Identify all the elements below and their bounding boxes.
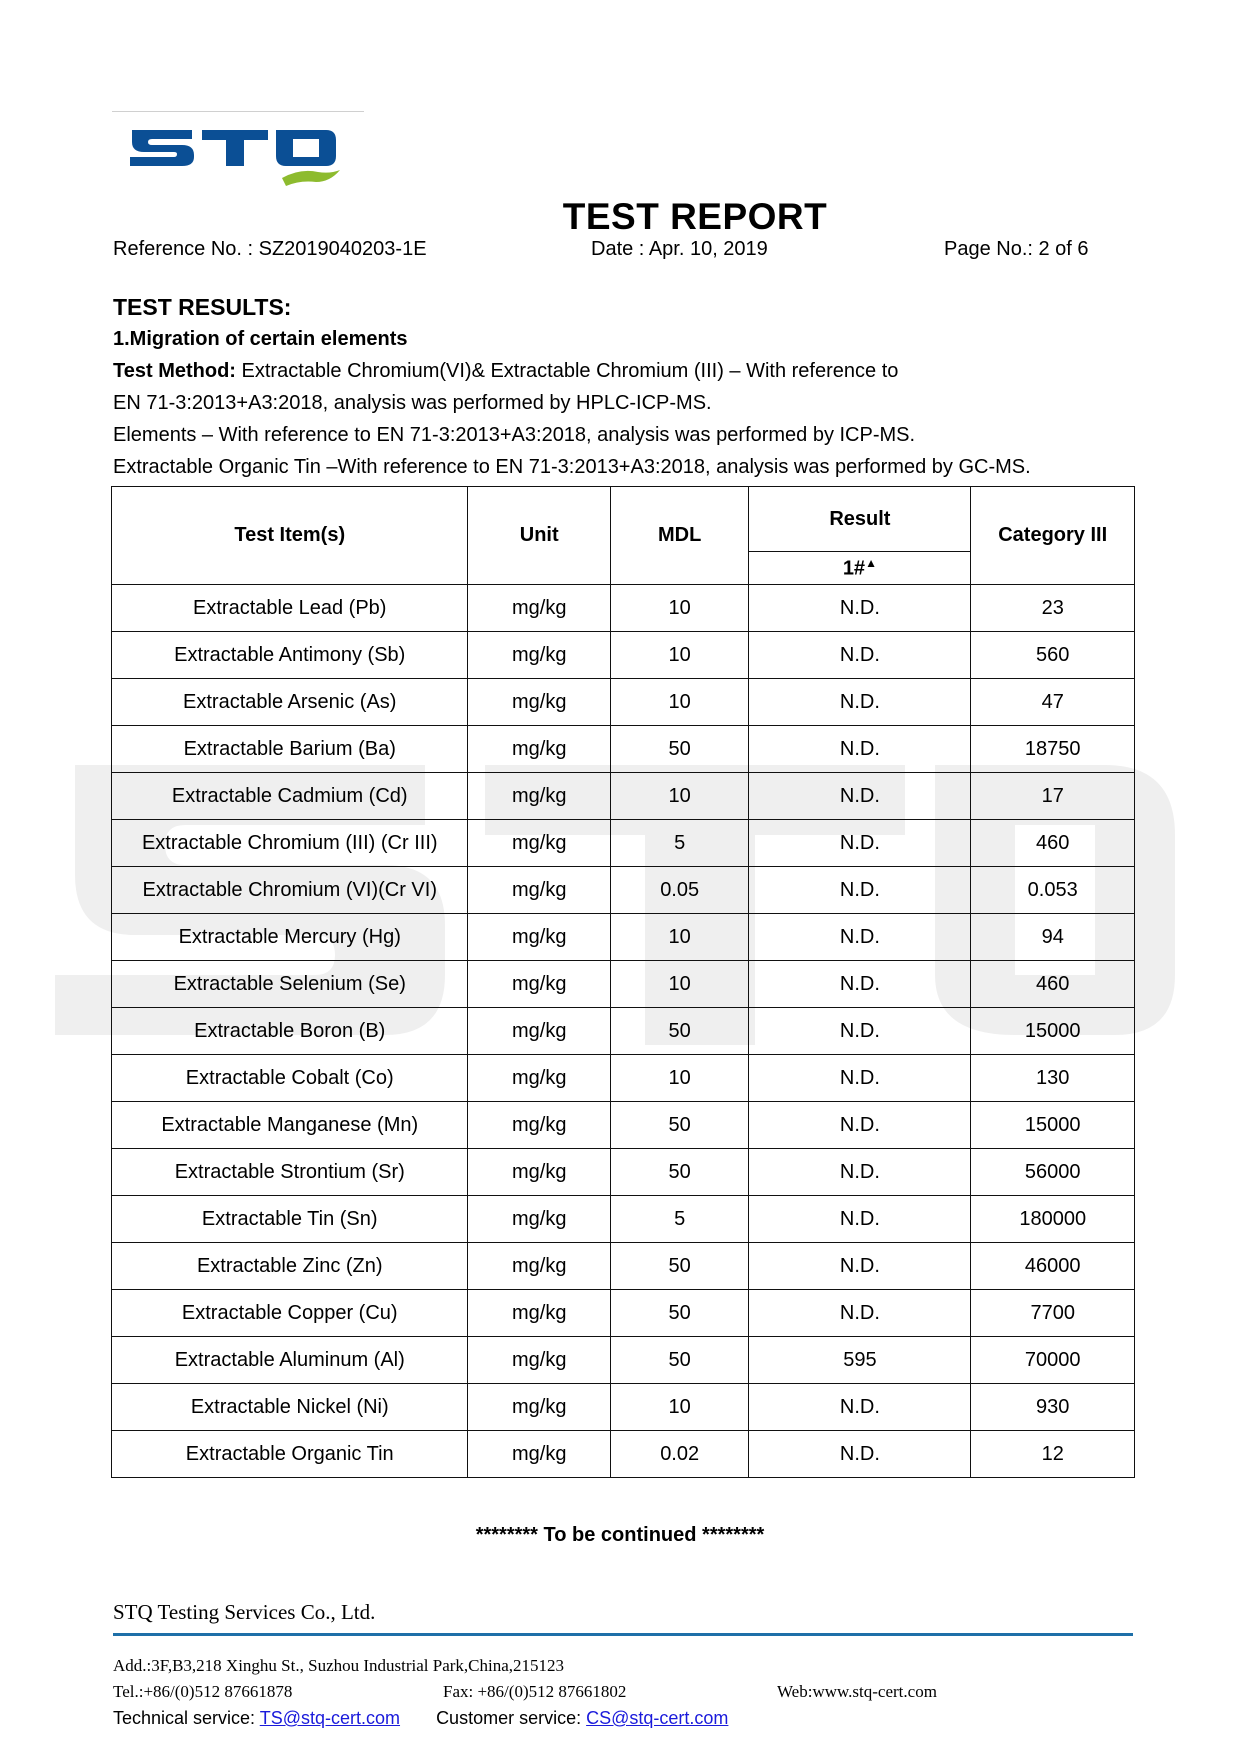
- test-method-line-4: Extractable Organic Tin –With reference to EN 71-3:2013+A3:2018, analysis was performed by GC-MS.: [113, 456, 1031, 478]
- result-cell: N.D.: [749, 1243, 971, 1290]
- unit-cell: mg/kg: [468, 679, 610, 726]
- result-cell: N.D.: [749, 1431, 971, 1478]
- triangle-mark-icon: ▲: [865, 555, 877, 570]
- mdl-cell: 50: [610, 1337, 748, 1384]
- report-title: TEST REPORT: [562, 196, 828, 237]
- header-unit: Unit: [468, 487, 610, 585]
- unit-cell: mg/kg: [468, 632, 610, 679]
- mdl-cell: 50: [610, 1243, 748, 1290]
- telephone: Tel.:+86/(0)512 87661878: [113, 1682, 293, 1701]
- table-row: [112, 1008, 1135, 1055]
- result-cell: N.D.: [749, 726, 971, 773]
- test-item-cell: Extractable Copper (Cu): [112, 1290, 468, 1337]
- mdl-cell: 10: [610, 773, 748, 820]
- mdl-cell: 10: [610, 632, 748, 679]
- result-cell: N.D.: [749, 1008, 971, 1055]
- mdl-cell: 10: [610, 679, 748, 726]
- category-limit-cell: 17: [971, 773, 1135, 820]
- result-cell: N.D.: [749, 961, 971, 1008]
- test-item-cell: Extractable Chromium (III) (Cr III): [112, 820, 468, 867]
- test-item-cell: Extractable Nickel (Ni): [112, 1384, 468, 1431]
- table-row: [112, 726, 1135, 773]
- mdl-cell: 50: [610, 1149, 748, 1196]
- category-limit-cell: 70000: [971, 1337, 1135, 1384]
- test-method-line-1: [113, 360, 898, 383]
- table-row: [112, 820, 1135, 867]
- customer-service-email-link[interactable]: CS@stq-cert.com: [586, 1708, 729, 1728]
- category-limit-cell: 23: [971, 585, 1135, 632]
- table-row: [112, 1243, 1135, 1290]
- test-method-line-2: EN 71-3:2013+A3:2018, analysis was performed by HPLC-ICP-MS.: [113, 392, 712, 414]
- unit-cell: mg/kg: [468, 820, 610, 867]
- test-method-line-3: Elements – With reference to EN 71-3:2013+A3:2018, analysis was performed by ICP-MS.: [113, 424, 916, 446]
- table-row: [112, 679, 1135, 726]
- test-item-cell: Extractable Antimony (Sb): [112, 632, 468, 679]
- mdl-cell: 50: [610, 726, 748, 773]
- table-row: [112, 914, 1135, 961]
- unit-cell: mg/kg: [468, 1102, 610, 1149]
- category-limit-cell: 930: [971, 1384, 1135, 1431]
- mdl-cell: 50: [610, 1102, 748, 1149]
- unit-cell: mg/kg: [468, 1384, 610, 1431]
- result-cell: N.D.: [749, 1102, 971, 1149]
- category-limit-cell: 47: [971, 679, 1135, 726]
- category-limit-cell: 15000: [971, 1008, 1135, 1055]
- unit-cell: mg/kg: [468, 726, 610, 773]
- unit-cell: mg/kg: [468, 773, 610, 820]
- mdl-cell: 0.02: [610, 1431, 748, 1478]
- mdl-cell: 10: [610, 961, 748, 1008]
- test-item-cell: Extractable Manganese (Mn): [112, 1102, 468, 1149]
- unit-cell: mg/kg: [468, 1008, 610, 1055]
- result-cell: N.D.: [749, 1055, 971, 1102]
- result-cell: N.D.: [749, 679, 971, 726]
- unit-cell: mg/kg: [468, 961, 610, 1008]
- table-row: [112, 1196, 1135, 1243]
- table-row: [112, 1337, 1135, 1384]
- category-limit-cell: 0.053: [971, 867, 1135, 914]
- test-item-cell: Extractable Boron (B): [112, 1008, 468, 1055]
- category-limit-cell: 180000: [971, 1196, 1135, 1243]
- unit-cell: mg/kg: [468, 1243, 610, 1290]
- customer-service-label: Customer service:: [436, 1708, 587, 1728]
- mdl-cell: 10: [610, 1055, 748, 1102]
- report-date: Date : Apr. 10, 2019: [591, 238, 768, 260]
- results-table: [111, 486, 1135, 1478]
- result-cell: N.D.: [749, 632, 971, 679]
- test-item-cell: Extractable Cobalt (Co): [112, 1055, 468, 1102]
- result-cell: N.D.: [749, 1149, 971, 1196]
- unit-cell: mg/kg: [468, 914, 610, 961]
- category-limit-cell: 15000: [971, 1102, 1135, 1149]
- section-subheading: 1.Migration of certain elements: [113, 328, 408, 350]
- mdl-cell: 50: [610, 1290, 748, 1337]
- category-limit-cell: 560: [971, 632, 1135, 679]
- unit-cell: mg/kg: [468, 585, 610, 632]
- test-item-cell: Extractable Organic Tin: [112, 1431, 468, 1478]
- test-item-cell: Extractable Selenium (Se): [112, 961, 468, 1008]
- header-category: Category III: [971, 487, 1135, 585]
- result-cell: N.D.: [749, 1384, 971, 1431]
- table-row: [112, 1384, 1135, 1431]
- technical-service-email-link[interactable]: TS@stq-cert.com: [259, 1708, 401, 1728]
- technical-service-label: Technical service:: [113, 1708, 260, 1728]
- unit-cell: mg/kg: [468, 1431, 610, 1478]
- table-header-row: [112, 487, 1135, 552]
- category-limit-cell: 460: [971, 961, 1135, 1008]
- address: Add.:3F,B3,218 Xinghu St., Suzhou Industrial Park,China,215123: [113, 1656, 565, 1675]
- category-limit-cell: 46000: [971, 1243, 1135, 1290]
- table-row: [112, 867, 1135, 914]
- mdl-cell: 10: [610, 585, 748, 632]
- service-contacts: [113, 1708, 728, 1729]
- test-item-cell: Extractable Zinc (Zn): [112, 1243, 468, 1290]
- result-cell: 595: [749, 1337, 971, 1384]
- category-limit-cell: 12: [971, 1431, 1135, 1478]
- result-cell: N.D.: [749, 773, 971, 820]
- table-row: [112, 585, 1135, 632]
- unit-cell: mg/kg: [468, 1290, 610, 1337]
- logo-divider: [112, 111, 364, 112]
- category-limit-cell: 56000: [971, 1149, 1135, 1196]
- section-heading: TEST RESULTS:: [113, 294, 292, 320]
- table-row: [112, 632, 1135, 679]
- page-number: Page No.: 2 of 6: [944, 238, 1089, 260]
- test-item-cell: Extractable Mercury (Hg): [112, 914, 468, 961]
- table-row: [112, 1431, 1135, 1478]
- mdl-cell: 10: [610, 914, 748, 961]
- test-item-cell: Extractable Tin (Sn): [112, 1196, 468, 1243]
- unit-cell: mg/kg: [468, 1055, 610, 1102]
- fax: Fax: +86/(0)512 87661802: [443, 1682, 627, 1701]
- test-method-label: Test Method:: [113, 360, 236, 382]
- table-row: [112, 1102, 1135, 1149]
- category-limit-cell: 7700: [971, 1290, 1135, 1337]
- test-item-cell: Extractable Strontium (Sr): [112, 1149, 468, 1196]
- result-cell: N.D.: [749, 867, 971, 914]
- category-limit-cell: 18750: [971, 726, 1135, 773]
- test-item-cell: Extractable Barium (Ba): [112, 726, 468, 773]
- table-row: [112, 1055, 1135, 1102]
- mdl-cell: 50: [610, 1008, 748, 1055]
- header-test-item: Test Item(s): [112, 487, 468, 585]
- result-cell: N.D.: [749, 585, 971, 632]
- table-row: [112, 1290, 1135, 1337]
- mdl-cell: 10: [610, 1384, 748, 1431]
- category-limit-cell: 460: [971, 820, 1135, 867]
- test-item-cell: Extractable Cadmium (Cd): [112, 773, 468, 820]
- result-cell: N.D.: [749, 914, 971, 961]
- test-item-cell: Extractable Arsenic (As): [112, 679, 468, 726]
- header-sample: [749, 552, 971, 585]
- footer-divider: [113, 1633, 1133, 1636]
- result-cell: N.D.: [749, 1290, 971, 1337]
- unit-cell: mg/kg: [468, 1196, 610, 1243]
- header-mdl: MDL: [610, 487, 748, 585]
- unit-cell: mg/kg: [468, 1337, 610, 1384]
- test-item-cell: Extractable Aluminum (Al): [112, 1337, 468, 1384]
- stq-logo: [130, 126, 340, 188]
- category-limit-cell: 130: [971, 1055, 1135, 1102]
- website: Web:www.stq-cert.com: [777, 1682, 937, 1701]
- mdl-cell: 0.05: [610, 867, 748, 914]
- table-row: [112, 1149, 1135, 1196]
- test-item-cell: Extractable Chromium (VI)(Cr VI): [112, 867, 468, 914]
- result-cell: N.D.: [749, 820, 971, 867]
- unit-cell: mg/kg: [468, 1149, 610, 1196]
- test-item-cell: Extractable Lead (Pb): [112, 585, 468, 632]
- reference-number: Reference No. : SZ2019040203-1E: [113, 238, 427, 260]
- header-result: Result: [749, 487, 971, 552]
- category-limit-cell: 94: [971, 914, 1135, 961]
- company-name: STQ Testing Services Co., Ltd.: [113, 1600, 376, 1624]
- unit-cell: mg/kg: [468, 867, 610, 914]
- result-cell: N.D.: [749, 1196, 971, 1243]
- test-method-text: Extractable Chromium(VI)& Extractable Chromium (III) – With reference to: [235, 360, 899, 382]
- table-row: [112, 773, 1135, 820]
- mdl-cell: 5: [610, 1196, 748, 1243]
- mdl-cell: 5: [610, 820, 748, 867]
- table-row: [112, 961, 1135, 1008]
- continued-note: ******** To be continued ********: [475, 1524, 765, 1546]
- sample-label: 1#: [842, 557, 866, 580]
